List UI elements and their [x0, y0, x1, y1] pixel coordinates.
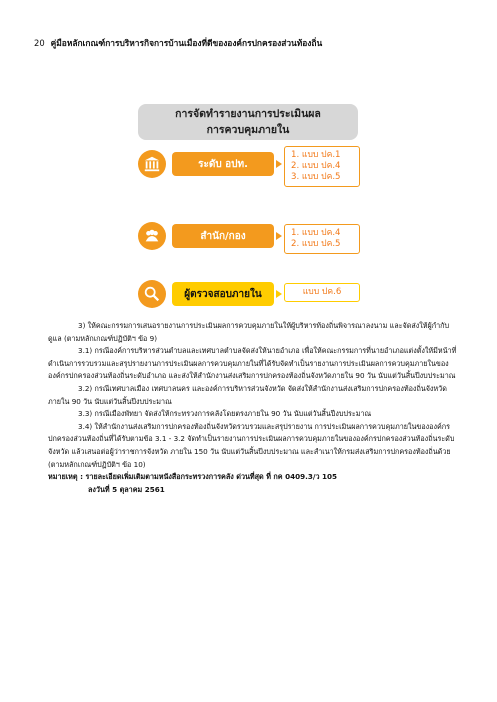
tier-label-internal-auditor: ผู้ตรวจสอบภายใน: [172, 282, 274, 306]
paragraph-3-4: 3.4) ให้สำนักงานส่งเสริมการปกครองท้องถิ่นจังหวัดรวบรวมและสรุปรายงาน การประเมินผลการควบคุมภายในขององค์กรปกครองส่วนท้องถิ่นที่ได้รับตามข้อ 3.1 - 3.2 จัดทำเป็นรายงานการประเมินผลการควบคุมภายในขององค์กรปกครองส่วนท้องถิ่นระดับจังหวัด แล้วเสนอต่อผู้ว่าราชการจังหวัด ภายใน 150 วัน นับแต่วันสิ้นปีงบประมาณ และสำเนาให้กรมส่งเสริมการปกครองท้องถิ่นด้วย (ตามหลักเกณฑ์ปฏิบัติฯ ข้อ 10): [48, 421, 455, 469]
form-item: 2. แบบ ปค.4: [291, 161, 341, 171]
infographic-title: [138, 104, 358, 140]
footnote-date: ลงวันที่ 5 ตุลาคม 2561: [88, 484, 165, 494]
tier-label-local-admin: ระดับ อปท.: [172, 152, 274, 176]
form-item: แบบ ปค.6: [302, 287, 342, 297]
government-building-icon: [138, 150, 166, 178]
forms-list-internal-auditor: [284, 283, 360, 302]
infographic-title-line1: การจัดทำรายงานการประเมินผล: [175, 108, 321, 120]
auditor-magnifier-icon: [138, 280, 166, 308]
forms-list-local-admin: [284, 146, 360, 187]
tier-internal-auditor: [138, 280, 370, 310]
infographic-title-line2: การควบคุมภายใน: [206, 124, 290, 136]
paragraph-3: 3) ให้คณะกรรมการเสนอรายงานการประเมินผลการควบคุมภายในให้ผู้บริหารท้องถิ่นพิจารณาลงนาม และจัดส่งให้ผู้กำกับดูแล (ตามหลักเกณฑ์ปฏิบัติฯ ข้อ 9): [48, 321, 450, 343]
arrow-icon: [276, 232, 282, 240]
footnote-remark: หมายเหตุ : รายละเอียดเพิ่มเติมตามหนังสือกระทรวงการคลัง ด่วนที่สุด ที่ กค 0409.3/ว 105: [48, 472, 337, 482]
form-item: 1. แบบ ปค.1: [291, 150, 341, 160]
page-header: [34, 36, 474, 50]
internal-control-report-infographic: [132, 100, 372, 320]
body-text: [48, 320, 458, 496]
arrow-icon: [276, 290, 282, 298]
form-item: 3. แบบ ปค.5: [291, 172, 341, 182]
team-icon: [138, 222, 166, 250]
paragraph-3-3: 3.3) กรณีเมืองพัทยา จัดส่งให้กระทรวงการคลังโดยตรงภายใน 90 วัน นับแต่วันสิ้นปีงบประมาณ: [78, 409, 372, 419]
page-number: 20: [34, 38, 45, 48]
tier-label-division: สำนัก/กอง: [172, 224, 274, 248]
tier-division: [138, 222, 370, 262]
paragraph-3-2: 3.2) กรณีเทศบาลเมือง เทศบาลนคร และองค์การบริหารส่วนจังหวัด จัดส่งให้สำนักงานส่งเสริมการปกครองท้องถิ่นจังหวัดภายใน 90 วัน นับแต่วันสิ้นปีงบประมาณ: [48, 383, 447, 406]
forms-list-division: [284, 224, 360, 254]
form-item: 1. แบบ ปค.4: [291, 228, 341, 238]
paragraph-3-1: 3.1) กรณีองค์การบริหารส่วนตำบลและเทศบาลตำบลจัดส่งให้นายอำเภอ เพื่อให้คณะกรรมการที่นายอำเภอแต่งตั้งให้มีหน้าที่ดำเนินการรวบรวมและสรุปรายงานการประเมินผลการควบคุมภายในที่ได้รับจัดทำเป็นรายงานการประเมินผลการควบคุมภายในขององค์กรปกครองส่วนท้องถิ่นระดับอำเภอ และส่งให้สำนักงานส่งเสริมการปกครองท้องถิ่นจังหวัดภายใน 90 วัน นับแต่วันสิ้นปีงบประมาณ: [48, 346, 457, 381]
tier-local-admin: [138, 150, 370, 200]
arrow-icon: [276, 160, 282, 168]
form-item: 2. แบบ ปค.5: [291, 239, 341, 249]
document-title: คู่มือหลักเกณฑ์การบริหารกิจการบ้านเมืองที่ดีขององค์กรปกครองส่วนท้องถิ่น: [50, 38, 323, 48]
